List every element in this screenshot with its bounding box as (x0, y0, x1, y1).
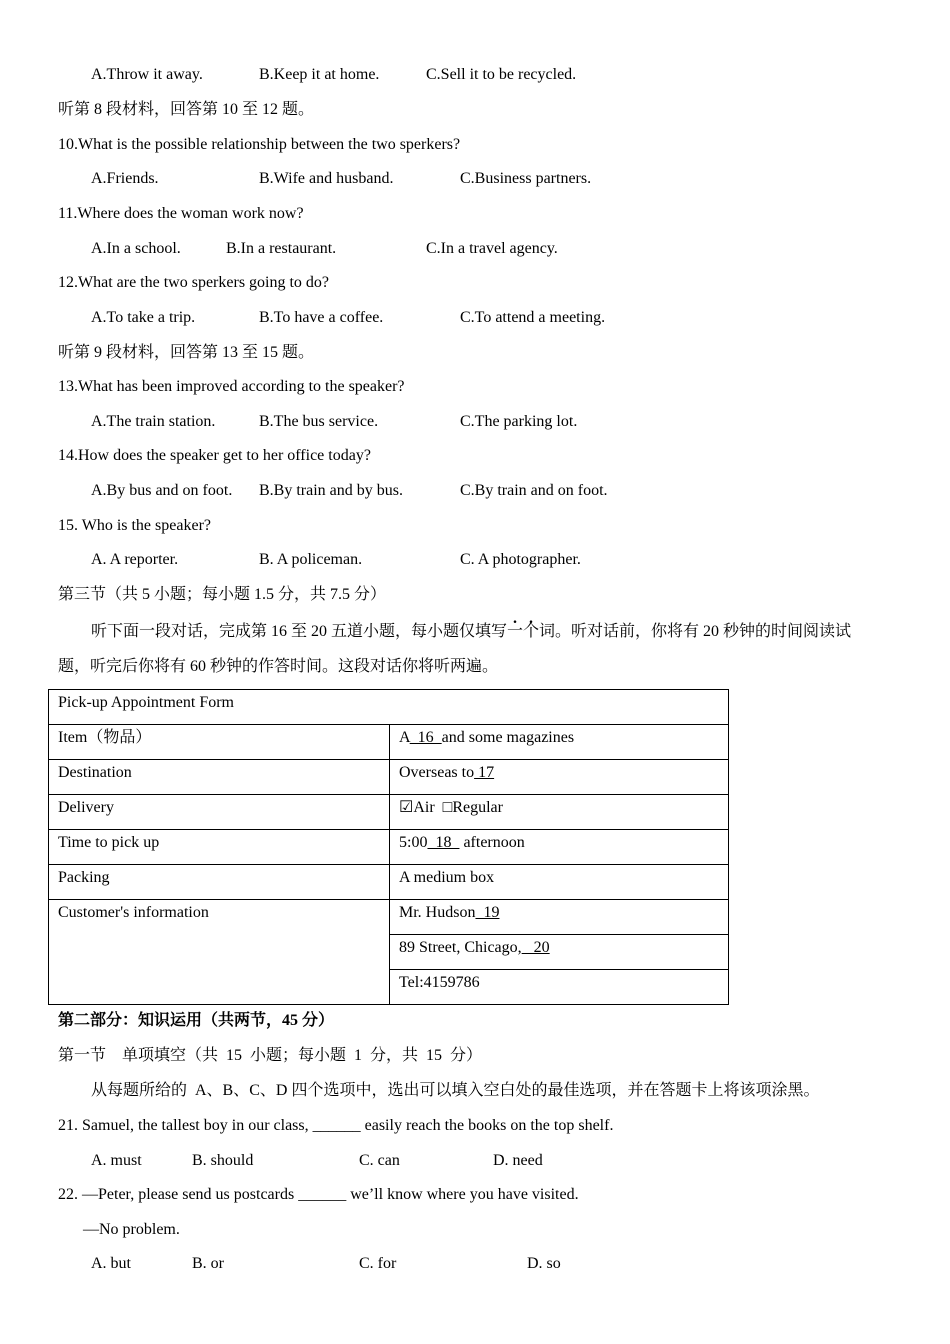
value-text: Tel:4159786 (399, 974, 480, 991)
q9-option-a: A.Throw it away. (91, 66, 203, 83)
emphasis-char-2: 个 (523, 623, 540, 640)
form-row-time (49, 830, 729, 865)
q10-option-b: B.Wife and husband. (259, 170, 394, 187)
q21-option-b: B. should (192, 1152, 254, 1169)
form-value (390, 900, 729, 935)
form-label: Delivery (49, 795, 390, 830)
q11-option-b: B.In a restaurant. (226, 240, 337, 257)
value-text: A medium box (399, 869, 495, 886)
q22-option-d: D. so (527, 1255, 561, 1272)
value-text: 89 Street, Chicago, (399, 939, 522, 956)
q11-option-c: C.In a travel agency. (426, 240, 558, 257)
q13-stem: 13.What has been improved according to the speaker? (58, 378, 405, 395)
q22-option-c: C. for (359, 1255, 397, 1272)
form-label: Time to pick up (49, 830, 390, 865)
q14-stem: 14.How does the speaker get to her office today? (58, 447, 371, 464)
q15-stem: 15. Who is the speaker? (58, 517, 211, 534)
q11-stem: 11.Where does the woman work now? (58, 205, 304, 222)
section3-title: 第三节（共 5 小题；每小题 1.5 分，共 7.5 分） (58, 586, 387, 603)
value-text: A (399, 729, 410, 746)
form-row-customer (49, 900, 729, 935)
form-row-destination (49, 760, 729, 795)
form-value (390, 760, 729, 795)
value-text: and some magazines (441, 729, 575, 746)
section3-instructions-line2: 题，听完后你将有 60 秒钟的作答时间。这段对话你将听两遍。 (58, 658, 499, 675)
q15-option-b: B. A policeman. (259, 551, 363, 568)
q9-option-b: B.Keep it at home. (259, 66, 380, 83)
part2-title: 第二部分：知识运用（共两节，45 分） (58, 1012, 335, 1029)
value-text: afternoon (459, 834, 525, 851)
form-label: Packing (49, 865, 390, 900)
form-title: Pick-up Appointment Form (49, 690, 729, 725)
form-label: Customer's information (49, 900, 390, 1005)
q15-option-c: C. A photographer. (460, 551, 581, 568)
q12-option-b: B.To have a coffee. (259, 309, 384, 326)
form-value (390, 795, 729, 830)
q11-option-a: A.In a school. (91, 240, 181, 257)
q15-option-a: A. A reporter. (91, 551, 179, 568)
part2-instructions: 从每题所给的 A、B、C、D 四个选项中，选出可以填入空白处的最佳选项，并在答题卡上将该项涂黑。 (91, 1082, 820, 1099)
section8-intro: 听第 8 段材料，回答第 10 至 12 题。 (58, 101, 315, 118)
q14-option-c: C.By train and on foot. (460, 482, 608, 499)
q12-stem: 12.What are the two sperkers going to do? (58, 274, 330, 291)
form-value (390, 865, 729, 900)
q12-option-c: C.To attend a meeting. (460, 309, 606, 326)
q10-stem: 10.What is the possible relationship between the two sperkers? (58, 136, 461, 153)
q12-option-a: A.To take a trip. (91, 309, 196, 326)
q21-stem: 21. Samuel, the tallest boy in our class, ______ easily reach the books on the top shelf. (58, 1117, 614, 1134)
q10-option-a: A.Friends. (91, 170, 159, 187)
form-value (390, 725, 729, 760)
form-row-delivery (49, 795, 729, 830)
form-label: Destination (49, 760, 390, 795)
emphasis-char-1: 一 (507, 623, 524, 640)
blank-19: 19 (475, 904, 500, 921)
q22-option-a: A. but (91, 1255, 131, 1272)
q14-option-a: A.By bus and on foot. (91, 482, 233, 499)
q10-option-c: C.Business partners. (460, 170, 592, 187)
blank-20: 20 (521, 939, 550, 956)
instr-part-b: 词。听对话前，你将有 20 秒钟的时间阅读试 (539, 623, 852, 640)
blank-16: 16 (409, 729, 442, 746)
q13-option-c: C.The parking lot. (460, 413, 578, 430)
form-value (390, 935, 729, 970)
part2-section1-title: 第一节 单项填空（共 15 小题；每小题 1 分，共 15 分） (58, 1047, 483, 1064)
blank-18: 18 (427, 834, 460, 851)
q9-option-c: C.Sell it to be recycled. (426, 66, 577, 83)
q14-option-b: B.By train and by bus. (259, 482, 403, 499)
value-text: Mr. Hudson (399, 904, 476, 921)
q22-stem: 22. —Peter, please send us postcards ______ we’ll know where you have visited. (58, 1186, 579, 1203)
delivery-checkboxes: ☑Air □Regular (399, 799, 503, 816)
q13-option-a: A.The train station. (91, 413, 216, 430)
q21-option-a: A. must (91, 1152, 142, 1169)
q21-option-c: C. can (359, 1152, 400, 1169)
q13-option-b: B.The bus service. (259, 413, 379, 430)
section3-instructions-line1 (91, 622, 851, 642)
pickup-form-table (48, 689, 729, 1005)
form-row-item (49, 725, 729, 760)
section9-intro: 听第 9 段材料，回答第 13 至 15 题。 (58, 344, 315, 361)
q22-option-b: B. or (192, 1255, 224, 1272)
form-label: Item（物品） (49, 725, 390, 760)
q21-option-d: D. need (493, 1152, 543, 1169)
form-value (390, 830, 729, 865)
q22-reply: —No problem. (83, 1221, 180, 1238)
form-value (390, 970, 729, 1005)
instr-part-a: 听下面一段对话，完成第 16 至 20 五道小题，每小题仅填写 (91, 623, 508, 640)
blank-17: 17 (474, 764, 495, 781)
value-text: Overseas to (399, 764, 475, 781)
form-row-packing (49, 865, 729, 900)
value-text: 5:00 (399, 834, 428, 851)
